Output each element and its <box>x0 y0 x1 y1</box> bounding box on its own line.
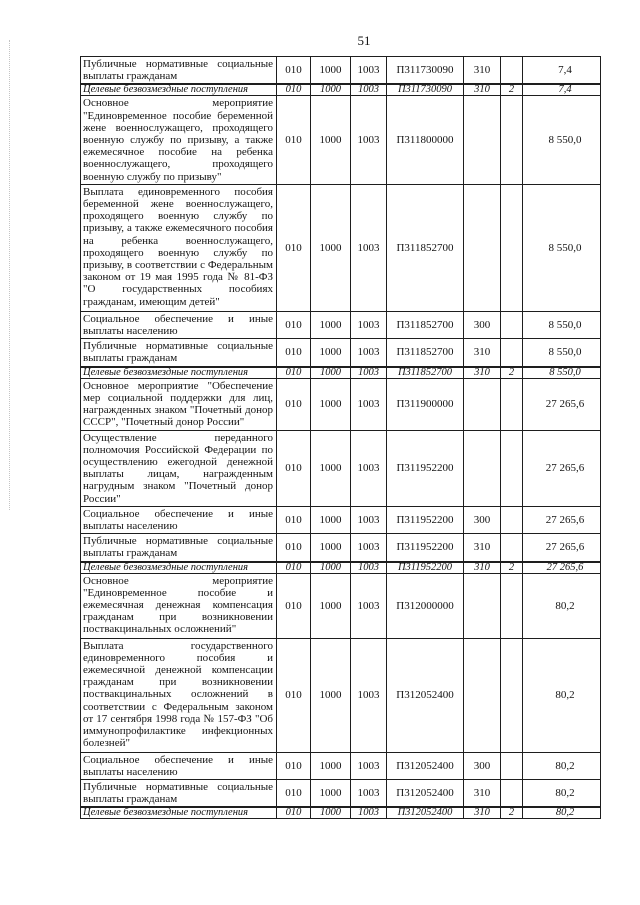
section-code-cell: 1000 <box>311 430 351 506</box>
source-code-cell <box>501 638 523 752</box>
ministry-code-cell: 010 <box>277 311 311 338</box>
section-code-cell: 1000 <box>311 96 351 184</box>
target-article-cell: П311852700 <box>387 339 464 367</box>
table-row <box>81 573 601 638</box>
target-article-cell: П312052400 <box>387 752 464 779</box>
table-row <box>81 96 601 184</box>
target-article-cell: П311952200 <box>387 534 464 562</box>
row-name-cell: Публичные нормативные социальные выплаты гражданам <box>81 780 277 808</box>
source-code-cell <box>501 534 523 562</box>
table-row <box>81 367 601 379</box>
expense-type-cell: 300 <box>464 311 501 338</box>
amount-cell: 80,2 <box>523 573 601 638</box>
amount-cell: 80,2 <box>523 638 601 752</box>
subsection-code-cell: 1003 <box>351 311 387 338</box>
row-name-cell: Социальное обеспечение и иные выплаты населению <box>81 752 277 779</box>
expense-type-cell <box>464 96 501 184</box>
source-code-cell <box>501 378 523 430</box>
expense-type-cell: 310 <box>464 807 501 819</box>
ministry-code-cell: 010 <box>277 780 311 808</box>
subsection-code-cell: 1003 <box>351 780 387 808</box>
amount-cell: 8 550,0 <box>523 96 601 184</box>
expense-type-cell: 310 <box>464 84 501 96</box>
amount-cell: 27 265,6 <box>523 378 601 430</box>
row-name-cell: Социальное обеспечение и иные выплаты населению <box>81 311 277 338</box>
row-name-cell: Основное мероприятие "Единовременное пособие и ежемесячная денежная компенсация гражданам при возникновении поствакцинальных осложнений" <box>81 573 277 638</box>
section-code-cell: 1000 <box>311 534 351 562</box>
budget-table <box>80 56 601 819</box>
ministry-code-cell: 010 <box>277 534 311 562</box>
subsection-code-cell: 1003 <box>351 638 387 752</box>
expense-type-cell: 300 <box>464 752 501 779</box>
subsection-code-cell: 1003 <box>351 430 387 506</box>
subsection-code-cell: 1003 <box>351 184 387 311</box>
subsection-code-cell: 1003 <box>351 562 387 574</box>
ministry-code-cell: 010 <box>277 367 311 379</box>
amount-cell: 7,4 <box>523 57 601 85</box>
row-name-cell: Социальное обеспечение и иные выплаты населению <box>81 506 277 533</box>
source-code-cell <box>501 430 523 506</box>
ministry-code-cell: 010 <box>277 378 311 430</box>
source-code-cell <box>501 311 523 338</box>
expense-type-cell: 310 <box>464 57 501 85</box>
section-code-cell: 1000 <box>311 506 351 533</box>
subsection-code-cell: 1003 <box>351 807 387 819</box>
ministry-code-cell: 010 <box>277 562 311 574</box>
target-article-cell: П311852700 <box>387 367 464 379</box>
section-code-cell: 1000 <box>311 84 351 96</box>
source-code-cell <box>501 339 523 367</box>
page-number: 51 <box>357 33 371 48</box>
subsection-code-cell: 1003 <box>351 573 387 638</box>
section-code-cell: 1000 <box>311 184 351 311</box>
amount-cell: 8 550,0 <box>523 184 601 311</box>
table-row <box>81 57 601 85</box>
target-article-cell: П312052400 <box>387 780 464 808</box>
expense-type-cell: 310 <box>464 534 501 562</box>
table-row <box>81 534 601 562</box>
target-article-cell: П311952200 <box>387 430 464 506</box>
source-code-cell: 2 <box>501 84 523 96</box>
row-name-cell: Публичные нормативные социальные выплаты гражданам <box>81 339 277 367</box>
table-row <box>81 378 601 430</box>
target-article-cell: П311952200 <box>387 562 464 574</box>
table-row <box>81 339 601 367</box>
row-name-cell: Публичные нормативные социальные выплаты гражданам <box>81 57 277 85</box>
target-article-cell: П312000000 <box>387 573 464 638</box>
target-article-cell: П311900000 <box>387 378 464 430</box>
ministry-code-cell: 010 <box>277 506 311 533</box>
target-article-cell: П311800000 <box>387 96 464 184</box>
expense-type-cell: 310 <box>464 780 501 808</box>
subsection-code-cell: 1003 <box>351 367 387 379</box>
source-code-cell <box>501 57 523 85</box>
source-code-cell: 2 <box>501 807 523 819</box>
section-code-cell: 1000 <box>311 807 351 819</box>
row-name-cell: Основное мероприятие "Обеспечение мер социальной поддержки для лиц, награжденных знаком "Почетный донор СССР", "Почетный донор России" <box>81 378 277 430</box>
target-article-cell: П311852700 <box>387 184 464 311</box>
section-code-cell: 1000 <box>311 339 351 367</box>
target-article-cell: П312052400 <box>387 807 464 819</box>
table-row <box>81 311 601 338</box>
section-code-cell: 1000 <box>311 311 351 338</box>
ministry-code-cell: 010 <box>277 57 311 85</box>
subsection-code-cell: 1003 <box>351 506 387 533</box>
section-code-cell: 1000 <box>311 752 351 779</box>
source-code-cell <box>501 184 523 311</box>
amount-cell: 27 265,6 <box>523 506 601 533</box>
source-code-cell: 2 <box>501 367 523 379</box>
row-name-cell: Выплата государственного единовременного пособия и ежемесячной денежной компенсации гражданам при возникновении поствакцинальных осложнений в соответствии с Федеральным законом от 17 сентября 1998 года № 157-ФЗ "Об иммунопрофилактике инфекционных болезней" <box>81 638 277 752</box>
ministry-code-cell: 010 <box>277 84 311 96</box>
section-code-cell: 1000 <box>311 367 351 379</box>
amount-cell: 27 265,6 <box>523 534 601 562</box>
ministry-code-cell: 010 <box>277 430 311 506</box>
expense-type-cell <box>464 573 501 638</box>
source-code-cell <box>501 780 523 808</box>
target-article-cell: П311952200 <box>387 506 464 533</box>
amount-cell: 80,2 <box>523 807 601 819</box>
expense-type-cell <box>464 430 501 506</box>
expense-type-cell: 300 <box>464 506 501 533</box>
section-code-cell: 1000 <box>311 573 351 638</box>
ministry-code-cell: 010 <box>277 184 311 311</box>
ministry-code-cell: 010 <box>277 638 311 752</box>
expense-type-cell <box>464 378 501 430</box>
row-name-cell: Основное мероприятие "Единовременное пособие беременной жене военнослужащего, проходящего военную службу по призыву, а также ежемесячное пособие на ребенка военнослужащего, проходящего военную службу по призыву" <box>81 96 277 184</box>
target-article-cell: П312052400 <box>387 638 464 752</box>
section-code-cell: 1000 <box>311 780 351 808</box>
amount-cell: 8 550,0 <box>523 367 601 379</box>
source-code-cell: 2 <box>501 562 523 574</box>
subsection-code-cell: 1003 <box>351 84 387 96</box>
row-name-cell: Целевые безвозмездные поступления <box>81 562 277 574</box>
row-name-cell: Целевые безвозмездные поступления <box>81 807 277 819</box>
ministry-code-cell: 010 <box>277 807 311 819</box>
amount-cell: 8 550,0 <box>523 311 601 338</box>
section-code-cell: 1000 <box>311 378 351 430</box>
amount-cell: 80,2 <box>523 752 601 779</box>
expense-type-cell: 310 <box>464 367 501 379</box>
expense-type-cell <box>464 184 501 311</box>
row-name-cell: Целевые безвозмездные поступления <box>81 367 277 379</box>
amount-cell: 27 265,6 <box>523 562 601 574</box>
target-article-cell: П311730090 <box>387 84 464 96</box>
ministry-code-cell: 010 <box>277 339 311 367</box>
table-row <box>81 780 601 808</box>
table-row <box>81 807 601 819</box>
expense-type-cell: 310 <box>464 339 501 367</box>
source-code-cell <box>501 573 523 638</box>
table-row <box>81 752 601 779</box>
table-row <box>81 84 601 96</box>
section-code-cell: 1000 <box>311 638 351 752</box>
amount-cell: 8 550,0 <box>523 339 601 367</box>
ministry-code-cell: 010 <box>277 96 311 184</box>
table-body <box>81 57 601 819</box>
subsection-code-cell: 1003 <box>351 752 387 779</box>
table-row <box>81 184 601 311</box>
subsection-code-cell: 1003 <box>351 378 387 430</box>
section-code-cell: 1000 <box>311 562 351 574</box>
expense-type-cell <box>464 638 501 752</box>
amount-cell: 80,2 <box>523 780 601 808</box>
row-name-cell: Выплата единовременного пособия беременной жене военнослужащего, проходящего военную службу по призыву, а также ежемесячного пособия на ребенка военнослужащего, проходящего военную службу по призыву, в соответствии с Федеральным законом от 19 мая 1995 года № 81-ФЗ "О государственных пособиях гражданам, имеющим детей" <box>81 184 277 311</box>
section-code-cell: 1000 <box>311 57 351 85</box>
row-name-cell: Осуществление переданного полномочия Российской Федерации по осуществлению ежегодной денежной выплаты лицам, награжденным нагрудным знаком "Почетный донор России" <box>81 430 277 506</box>
amount-cell: 27 265,6 <box>523 430 601 506</box>
subsection-code-cell: 1003 <box>351 534 387 562</box>
table-row <box>81 506 601 533</box>
subsection-code-cell: 1003 <box>351 339 387 367</box>
table-row <box>81 562 601 574</box>
scan-margin-mark <box>9 40 10 510</box>
target-article-cell: П311730090 <box>387 57 464 85</box>
table-row <box>81 430 601 506</box>
table-row <box>81 638 601 752</box>
row-name-cell: Целевые безвозмездные поступления <box>81 84 277 96</box>
source-code-cell <box>501 506 523 533</box>
subsection-code-cell: 1003 <box>351 96 387 184</box>
source-code-cell <box>501 96 523 184</box>
source-code-cell <box>501 752 523 779</box>
ministry-code-cell: 010 <box>277 573 311 638</box>
expense-type-cell: 310 <box>464 562 501 574</box>
ministry-code-cell: 010 <box>277 752 311 779</box>
target-article-cell: П311852700 <box>387 311 464 338</box>
row-name-cell: Публичные нормативные социальные выплаты гражданам <box>81 534 277 562</box>
subsection-code-cell: 1003 <box>351 57 387 85</box>
amount-cell: 7,4 <box>523 84 601 96</box>
